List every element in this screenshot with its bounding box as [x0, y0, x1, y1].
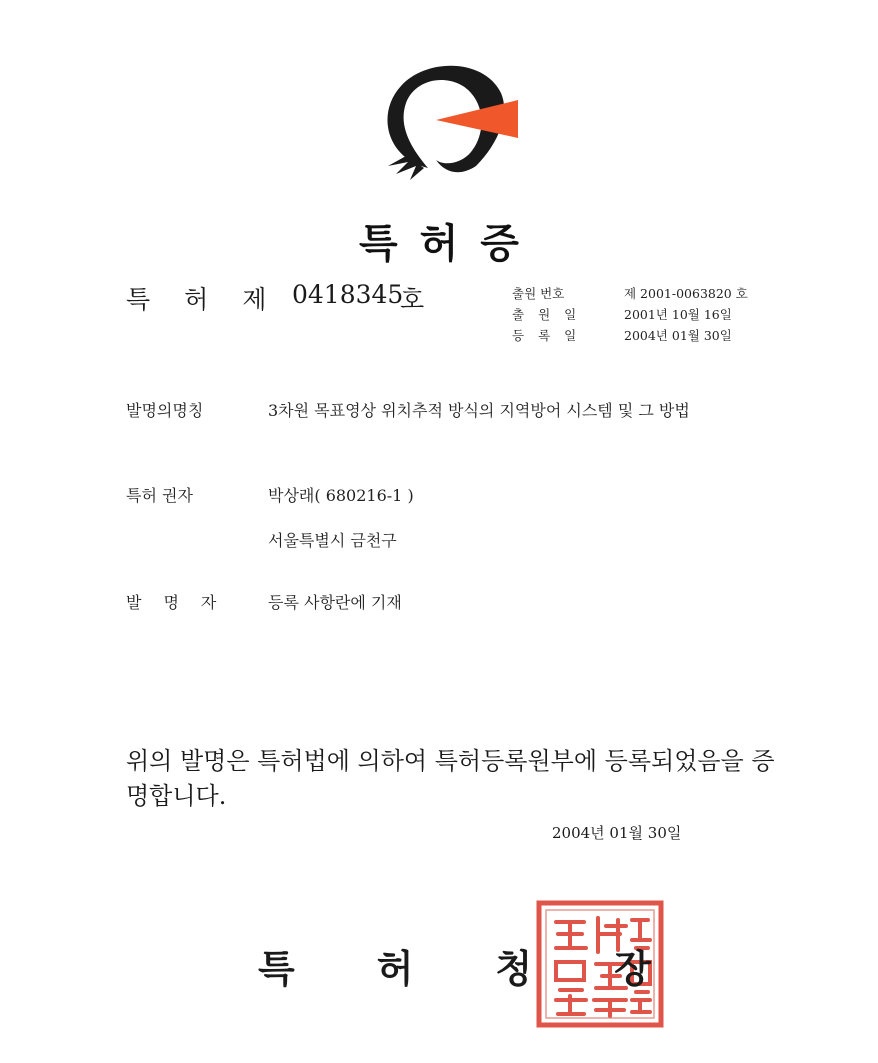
- registration-date-value: 2004년 01월 30일: [624, 328, 732, 343]
- invention-title-value: 3차원 목표영상 위치추적 방식의 지역방어 시스템 및 그 방법: [268, 401, 690, 420]
- issuing-office-name: 특허청장: [258, 947, 733, 991]
- registration-date-label: 등록일: [512, 328, 591, 343]
- kipo-logo-icon: [366, 48, 526, 188]
- patentee-address: 서울특별시 금천구: [268, 531, 397, 550]
- patent-number-suffix: 호: [400, 285, 425, 314]
- patent-number-value: 0418345: [292, 280, 404, 309]
- application-date-value: 2001년 10월 16일: [624, 307, 732, 322]
- patentee-label: 특허 권자: [126, 486, 193, 505]
- application-number-label: 출원 번호: [512, 286, 565, 301]
- issue-date: 2004년 01월 30일: [552, 824, 682, 842]
- patentee-name: [268, 483, 488, 506]
- certification-statement: 위의 발명은 특허법에 의하여 특허등록원부에 등록되었음을 증명합니다.: [126, 747, 775, 810]
- invention-title-label: 발명의명칭: [126, 401, 204, 420]
- application-date-label: 출원일: [512, 307, 591, 322]
- application-number-value: 제 2001-0063820 호: [624, 286, 748, 301]
- patentee-name-text: 박상래( 680216-1 ): [268, 486, 414, 505]
- inventor-label: 발명자: [126, 593, 239, 612]
- patent-number-label: 특허제: [126, 285, 301, 314]
- inventor-value: 등록 사항란에 기재: [268, 593, 402, 612]
- certificate-title: 특허증: [359, 221, 541, 267]
